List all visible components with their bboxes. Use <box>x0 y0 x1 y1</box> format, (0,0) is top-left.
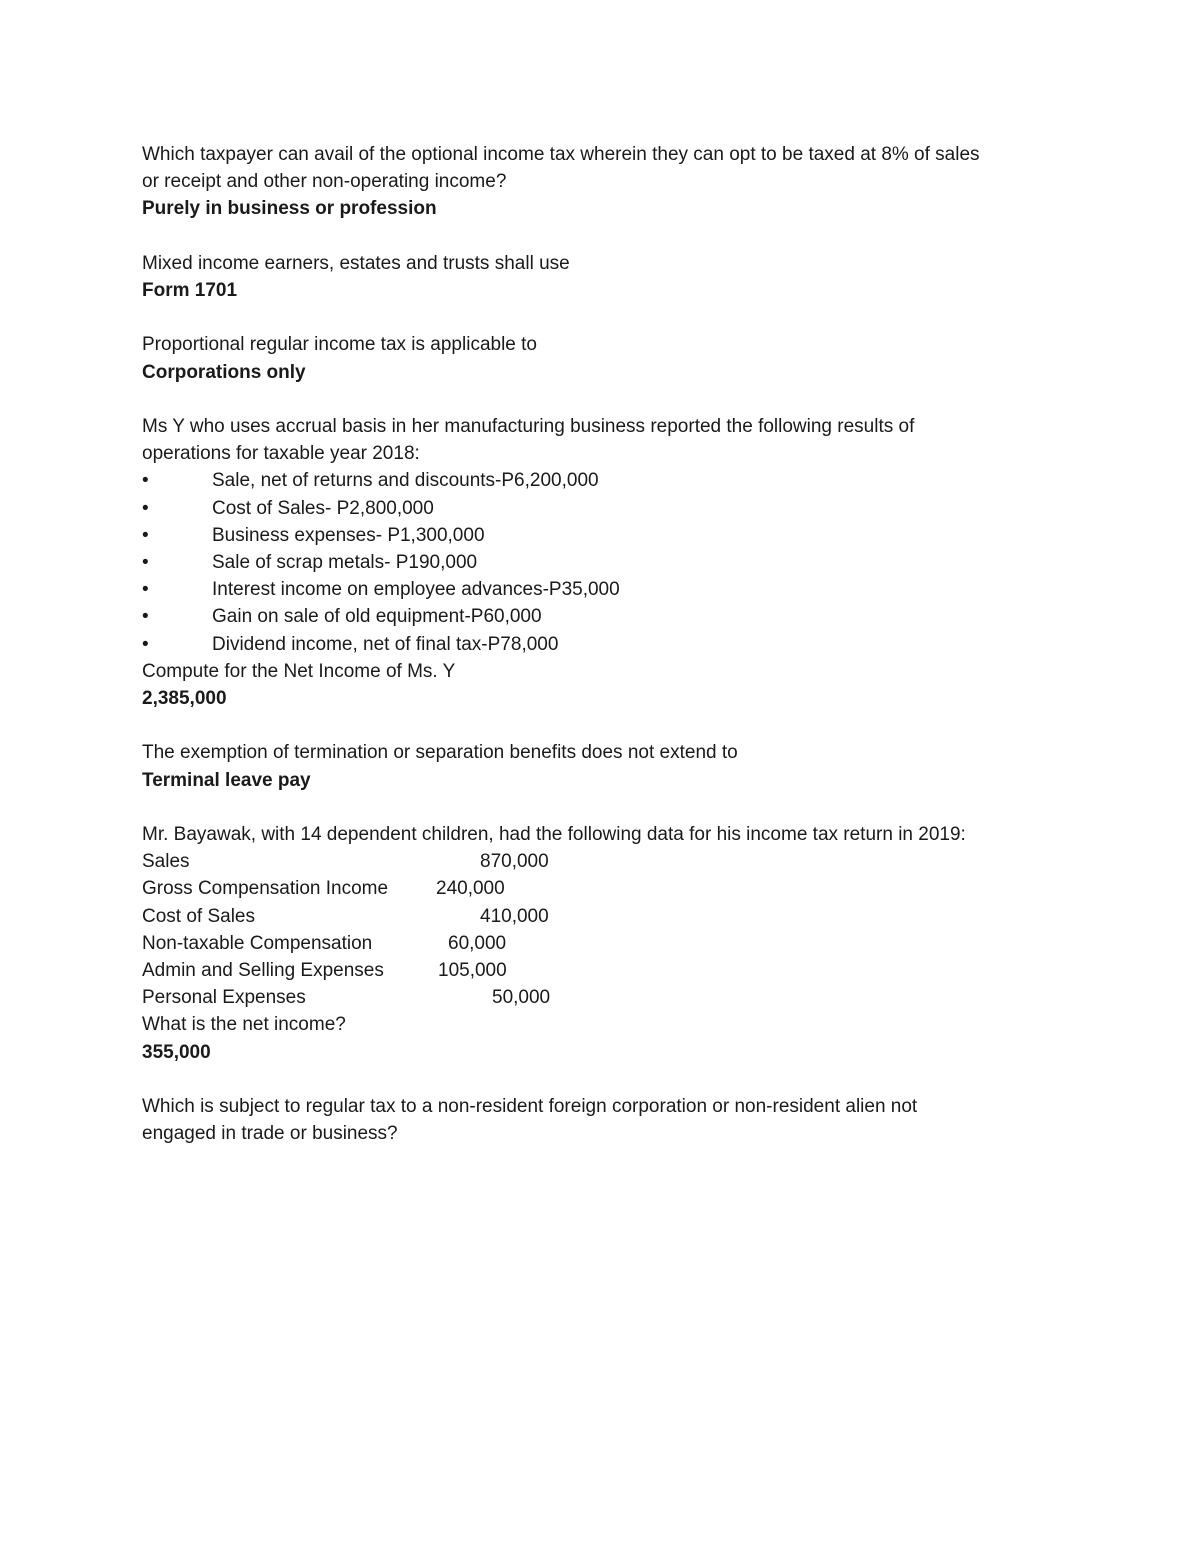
q6-row-value: 50,000 <box>492 987 551 1009</box>
q4-item-text: Business expenses- P1,300,000 <box>212 524 485 546</box>
bullet-icon: • <box>142 524 149 546</box>
q4-item-text: Dividend income, net of final tax-P78,000 <box>212 633 559 655</box>
q4-item <box>142 549 1072 576</box>
bullet-icon: • <box>142 606 149 628</box>
q7-question-line1: Which is subject to regular tax to a non-resident foreign corporation or non-resident alien not <box>142 1095 918 1117</box>
q4-item <box>142 522 1072 549</box>
bullet-icon: • <box>142 497 149 519</box>
q1-answer: Purely in business or profession <box>142 198 437 220</box>
q6-row-label: Gross Compensation Income <box>142 878 389 900</box>
q4-question-line2: operations for taxable year 2018: <box>142 443 420 465</box>
q4-item-text: Sale of scrap metals- P190,000 <box>212 552 478 573</box>
q4-item <box>142 467 1072 494</box>
q4-item-text: Cost of Sales- P2,800,000 <box>212 497 434 519</box>
q4-item <box>142 603 1072 630</box>
q4-question-line1: Ms Y who uses accrual basis in her manufacturing business reported the following results of <box>142 415 915 437</box>
bullet-icon: • <box>142 552 149 573</box>
bullet-icon: • <box>142 579 149 601</box>
q4-item-text: Sale, net of returns and discounts-P6,200,000 <box>212 470 599 492</box>
spacer <box>142 223 1072 250</box>
q4-item <box>142 495 1072 522</box>
q6-row-value: 410,000 <box>480 905 549 927</box>
q4-item <box>142 631 1072 658</box>
bullet-icon: • <box>142 633 149 655</box>
q6-prompt: What is the net income? <box>142 1014 346 1036</box>
q4-item <box>142 576 1072 603</box>
q6-row-value: 60,000 <box>448 932 507 954</box>
q6-row-label: Cost of Sales <box>142 905 255 927</box>
q1-question-line2: or receipt and other non-operating income? <box>142 171 507 193</box>
q6-row-label: Sales <box>142 851 190 873</box>
q5-answer: Terminal leave pay <box>142 769 311 791</box>
q6-row-value: 870,000 <box>480 851 549 873</box>
q5-question: The exemption of termination or separation benefits does not extend to <box>142 742 738 764</box>
q4-answer: 2,385,000 <box>142 688 227 710</box>
q6-row-label: Admin and Selling Expenses <box>142 959 384 981</box>
spacer <box>142 386 1072 413</box>
q4-item-text: Gain on sale of old equipment-P60,000 <box>212 606 542 628</box>
q6-question: Mr. Bayawak, with 14 dependent children, had the following data for his income tax return in 2019: <box>142 824 966 845</box>
q6-data-row <box>142 848 1072 875</box>
q6-data-row <box>142 984 1072 1011</box>
bullet-icon: • <box>142 470 149 492</box>
q6-row-value: 240,000 <box>436 878 505 900</box>
spacer <box>142 304 1072 331</box>
q6-data-row <box>142 903 1072 930</box>
q6-row-label: Non-taxable Compensation <box>142 932 373 954</box>
q6-row-value: 105,000 <box>438 959 507 981</box>
spacer <box>142 1066 1072 1093</box>
q4-item-text: Interest income on employee advances-P35,000 <box>212 579 620 601</box>
q7-question-line2: engaged in trade or business? <box>142 1123 398 1145</box>
document-page <box>142 141 1072 1147</box>
q6-data-row <box>142 875 1072 902</box>
q6-row-label: Personal Expenses <box>142 987 306 1009</box>
q3-question: Proportional regular income tax is applicable to <box>142 334 537 356</box>
q1-question-line1: Which taxpayer can avail of the optional income tax wherein they can opt to be taxed at 8% of sales <box>142 144 980 165</box>
spacer <box>142 712 1072 739</box>
q4-prompt: Compute for the Net Income of Ms. Y <box>142 660 456 682</box>
q6-data-row <box>142 957 1072 984</box>
q3-answer: Corporations only <box>142 361 306 383</box>
q2-question: Mixed income earners, estates and trusts shall use <box>142 252 570 274</box>
q6-data-row <box>142 930 1072 957</box>
q2-answer: Form 1701 <box>142 280 238 301</box>
spacer <box>142 794 1072 821</box>
q6-answer: 355,000 <box>142 1041 211 1063</box>
